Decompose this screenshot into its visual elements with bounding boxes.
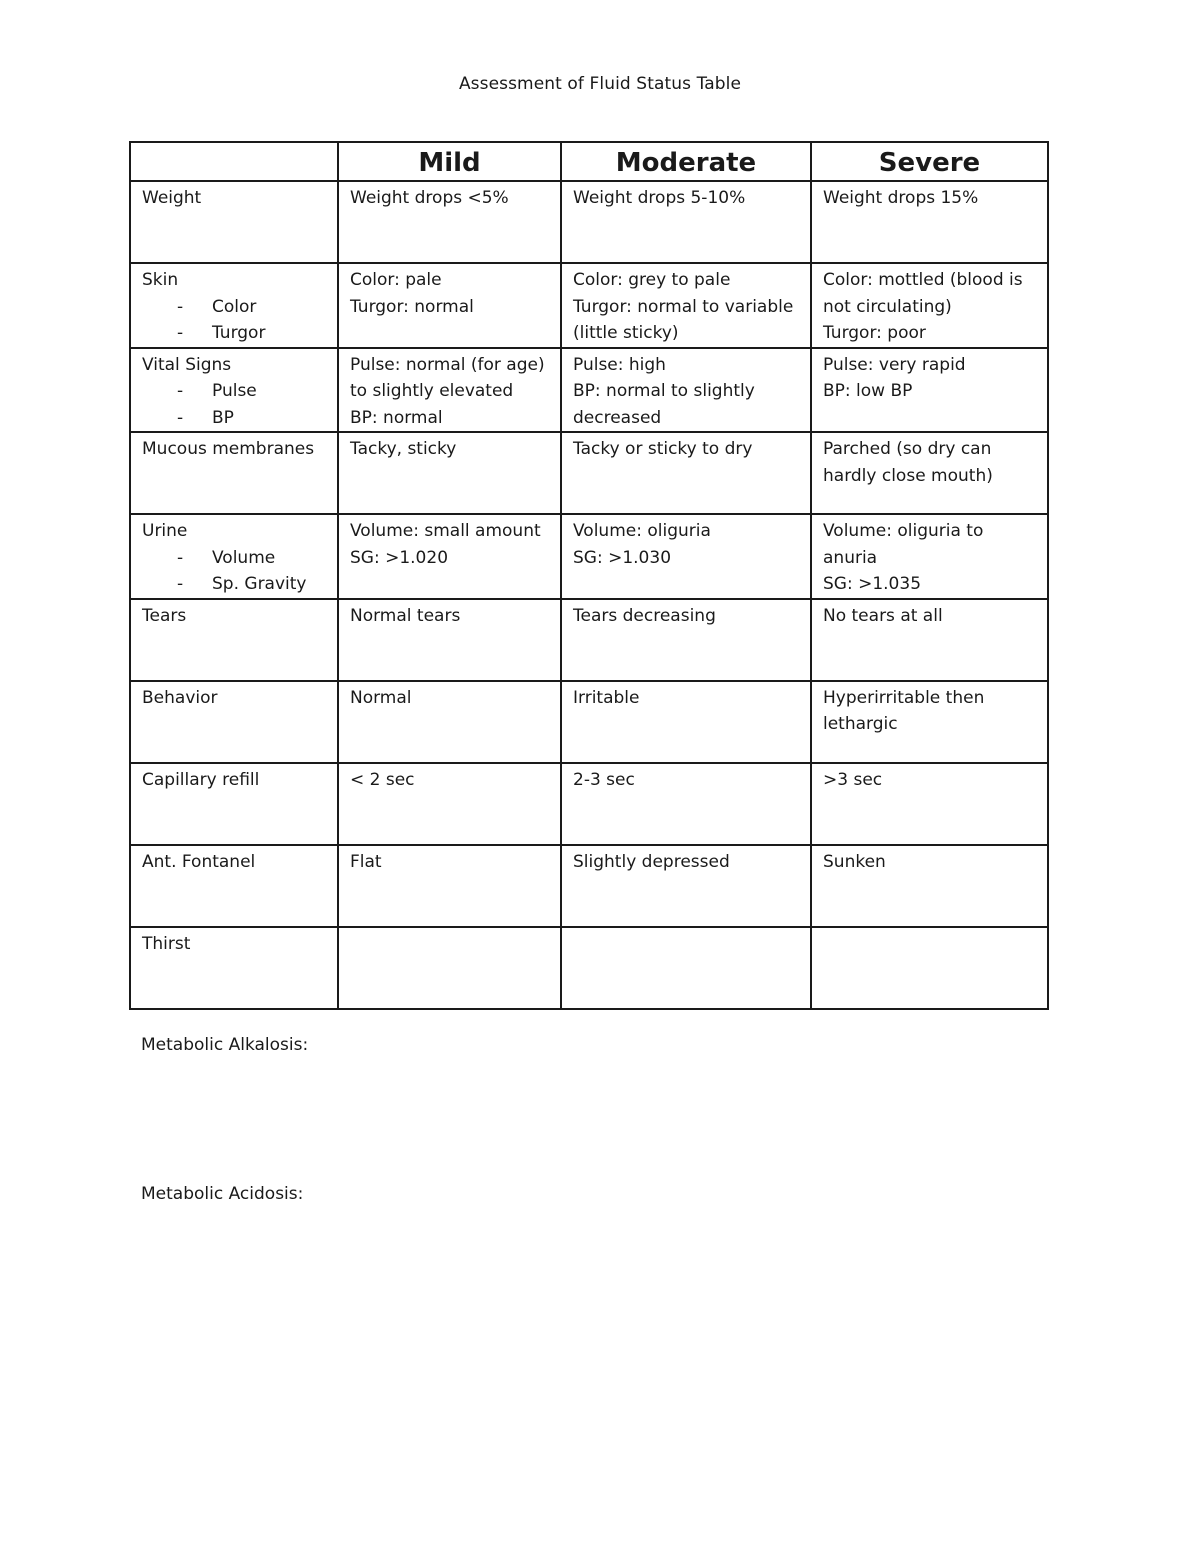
- moderate-cell: [561, 263, 811, 348]
- moderate-cell-text: BP: normal to slightly: [573, 381, 755, 401]
- row-category-cell: [130, 348, 338, 433]
- bullet-dash-icon: -: [177, 296, 184, 317]
- severe-cell-text: Weight drops 15%: [823, 188, 979, 208]
- moderate-cell-text: Tears decreasing: [573, 605, 716, 626]
- header-moderate: Moderate: [561, 142, 811, 181]
- moderate-cell-text: Irritable: [573, 687, 640, 708]
- mild-cell-text: Pulse: normal (for age): [350, 354, 545, 375]
- severe-cell-text: >3 sec: [823, 769, 883, 790]
- severe-cell: [811, 681, 1048, 763]
- row-category-label: Ant. Fontanel: [142, 851, 256, 872]
- table-row: [130, 845, 1048, 927]
- bullet-dash-icon: -: [177, 547, 184, 568]
- severe-cell-text: Parched (so dry can: [823, 439, 992, 459]
- moderate-cell-text: Color: grey to pale: [573, 270, 731, 290]
- mild-cell-text: Tacky, sticky: [350, 439, 457, 459]
- row-subcategory-label: BP: [212, 407, 234, 428]
- row-category-label: Thirst: [142, 933, 191, 954]
- row-category-cell: [130, 763, 338, 845]
- mild-cell-text: Volume: small amount: [350, 521, 541, 541]
- moderate-cell-text: decreased: [573, 407, 662, 428]
- moderate-cell: [561, 181, 811, 263]
- row-subcategory-item: [142, 545, 327, 572]
- table-row: [130, 263, 1048, 348]
- severe-cell-text: Volume: oliguria to: [823, 521, 984, 541]
- table-row: [130, 763, 1048, 845]
- metabolic-acidosis-label: Metabolic Acidosis:: [141, 1184, 304, 1204]
- row-category-label: Weight: [142, 188, 202, 208]
- severe-cell-text: hardly close mouth): [823, 465, 993, 486]
- moderate-cell-text: Pulse: high: [573, 354, 666, 375]
- row-category-label: Tears: [142, 605, 187, 626]
- bullet-dash-icon: -: [177, 407, 184, 428]
- row-category-cell: [130, 927, 338, 1009]
- mild-cell: [338, 763, 561, 845]
- row-subcategory-label: Turgor: [212, 323, 266, 343]
- moderate-cell: [561, 927, 811, 1009]
- moderate-cell: [561, 599, 811, 681]
- mild-cell: [338, 599, 561, 681]
- moderate-cell-text: 2-3 sec: [573, 769, 635, 790]
- row-category-cell: [130, 432, 338, 514]
- severe-cell-text: No tears at all: [823, 605, 943, 626]
- severe-cell: [811, 599, 1048, 681]
- row-category-cell: [130, 263, 338, 348]
- row-subcategory-label: Sp. Gravity: [212, 574, 307, 594]
- mild-cell-text: Weight drops <5%: [350, 188, 509, 208]
- severe-cell: [811, 432, 1048, 514]
- mild-cell-text: Turgor: normal: [350, 296, 474, 317]
- moderate-cell-text: Slightly depressed: [573, 851, 730, 872]
- mild-cell: [338, 927, 561, 1009]
- table-row: [130, 348, 1048, 433]
- severe-cell-text: Turgor: poor: [823, 323, 926, 343]
- page-title: Assessment of Fluid Status Table: [458, 74, 742, 94]
- mild-cell-text: Flat: [350, 851, 382, 872]
- row-subcategory-item: [142, 378, 327, 405]
- header-row: [130, 142, 1048, 181]
- severe-cell-text: BP: low BP: [823, 381, 913, 401]
- moderate-cell: [561, 763, 811, 845]
- row-subcategory-item: [142, 405, 327, 432]
- bullet-dash-icon: -: [177, 323, 184, 343]
- moderate-cell-text: Turgor: normal to variable: [573, 296, 794, 317]
- severe-cell-text: SG: >1.035: [823, 574, 922, 594]
- row-subcategory-label: Pulse: [212, 381, 257, 401]
- table-row: [130, 432, 1048, 514]
- row-subcategory-label: Color: [212, 296, 257, 317]
- row-category-cell: [130, 681, 338, 763]
- severe-cell: [811, 263, 1048, 348]
- row-subcategory-item: [142, 571, 327, 598]
- header-blank: [130, 142, 338, 181]
- row-category-cell: [130, 845, 338, 927]
- moderate-cell: [561, 514, 811, 599]
- severe-cell: [811, 181, 1048, 263]
- row-category-label: Urine: [142, 521, 188, 541]
- mild-cell-text: BP: normal: [350, 407, 443, 428]
- row-category-label: Vital Signs: [142, 354, 232, 375]
- mild-cell: [338, 432, 561, 514]
- row-category-cell: [130, 181, 338, 263]
- moderate-cell-text: (little sticky): [573, 323, 679, 343]
- severe-cell-text: Sunken: [823, 851, 886, 872]
- mild-cell: [338, 348, 561, 433]
- severe-cell-text: Hyperirritable then: [823, 687, 985, 708]
- severe-cell: [811, 927, 1048, 1009]
- moderate-cell-text: Weight drops 5-10%: [573, 188, 746, 208]
- mild-cell: [338, 514, 561, 599]
- moderate-cell-text: SG: >1.030: [573, 547, 672, 568]
- moderate-cell: [561, 348, 811, 433]
- row-category-label: Capillary refill: [142, 769, 260, 790]
- severe-cell-text: Color: mottled (blood is: [823, 270, 1023, 290]
- row-category-cell: [130, 514, 338, 599]
- mild-cell-text: SG: >1.020: [350, 547, 449, 568]
- header-mild: Mild: [338, 142, 561, 181]
- moderate-cell: [561, 681, 811, 763]
- table-row: [130, 514, 1048, 599]
- moderate-cell: [561, 845, 811, 927]
- table-row: [130, 599, 1048, 681]
- severe-cell: [811, 514, 1048, 599]
- moderate-cell-text: Tacky or sticky to dry: [573, 439, 753, 459]
- row-category-label: Skin: [142, 270, 179, 290]
- severe-cell-text: not circulating): [823, 296, 952, 317]
- table-row: [130, 927, 1048, 1009]
- fluid-status-table: [129, 141, 1049, 1010]
- mild-cell: [338, 681, 561, 763]
- table-row: [130, 681, 1048, 763]
- bullet-dash-icon: -: [177, 381, 184, 401]
- row-category-label: Behavior: [142, 687, 218, 708]
- mild-cell-text: Color: pale: [350, 270, 442, 290]
- mild-cell-text: < 2 sec: [350, 769, 415, 790]
- mild-cell-text: Normal tears: [350, 605, 461, 626]
- severe-cell: [811, 845, 1048, 927]
- moderate-cell-text: Volume: oliguria: [573, 521, 711, 541]
- mild-cell: [338, 263, 561, 348]
- row-subcategory-item: [142, 294, 327, 321]
- mild-cell-text: Normal: [350, 687, 412, 708]
- severe-cell-text: anuria: [823, 547, 878, 568]
- row-category-label: Mucous membranes: [142, 439, 315, 459]
- header-severe: Severe: [811, 142, 1048, 181]
- row-subcategory-label: Volume: [212, 547, 276, 568]
- table-row: [130, 181, 1048, 263]
- mild-cell: [338, 845, 561, 927]
- severe-cell-text: Pulse: very rapid: [823, 354, 966, 375]
- severe-cell: [811, 348, 1048, 433]
- severe-cell: [811, 763, 1048, 845]
- metabolic-alkalosis-label: Metabolic Alkalosis:: [141, 1035, 309, 1055]
- mild-cell: [338, 181, 561, 263]
- severe-cell-text: lethargic: [823, 714, 898, 734]
- row-category-cell: [130, 599, 338, 681]
- bullet-dash-icon: -: [177, 574, 184, 594]
- mild-cell-text: to slightly elevated: [350, 381, 514, 401]
- row-subcategory-item: [142, 320, 327, 347]
- moderate-cell: [561, 432, 811, 514]
